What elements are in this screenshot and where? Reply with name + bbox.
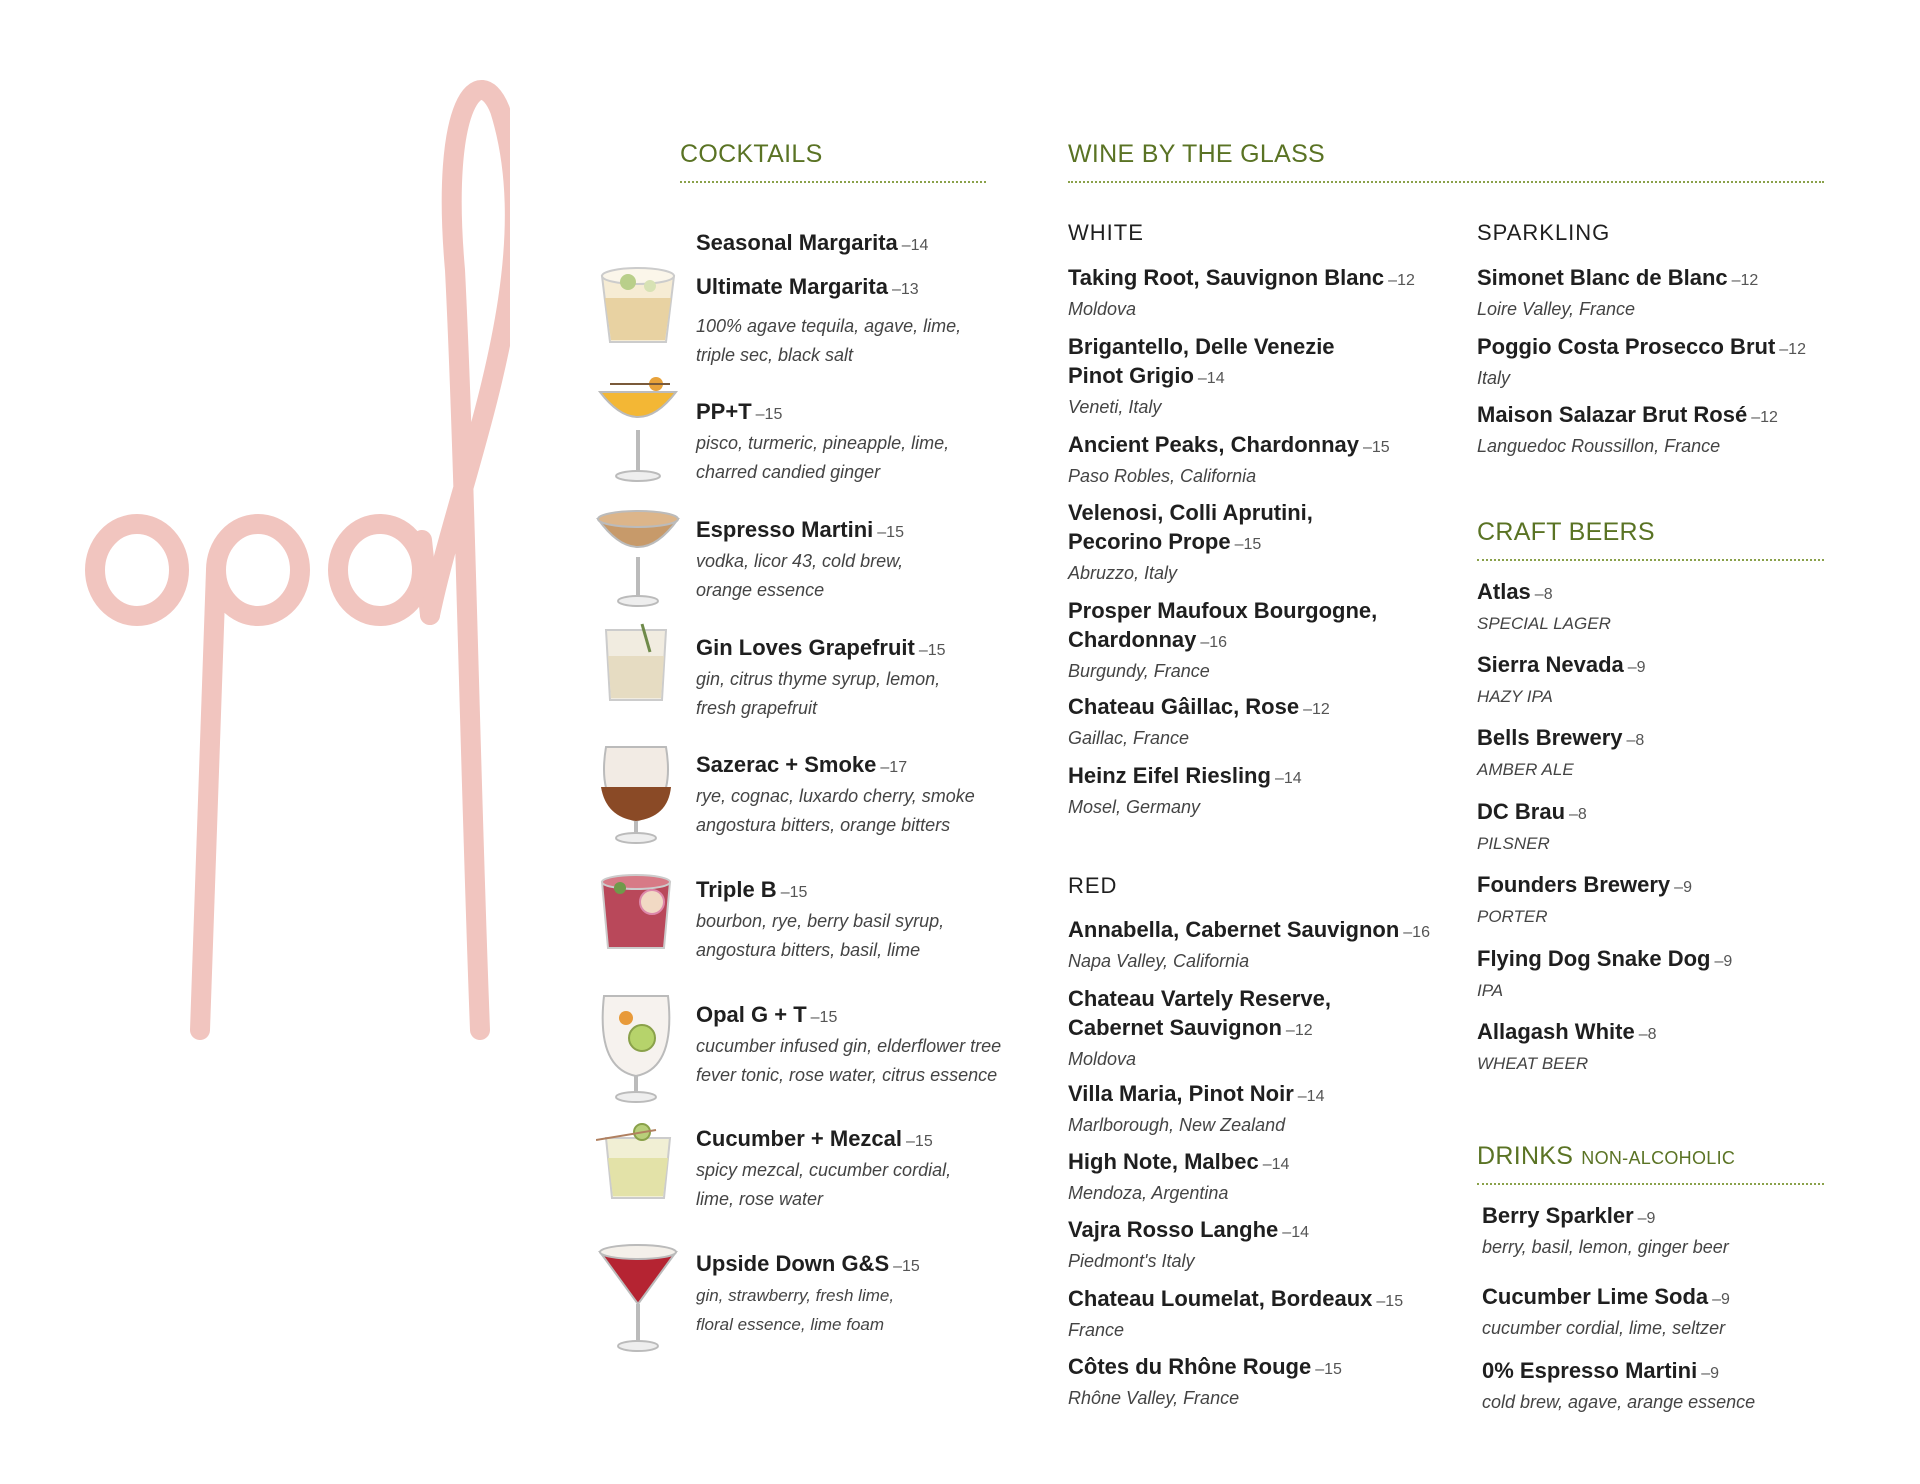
- cocktail-item: [696, 633, 946, 723]
- item-name: Ultimate Margarita: [696, 274, 888, 299]
- item-price: –14: [1262, 1156, 1290, 1173]
- item-desc: fresh grapefruit: [696, 698, 818, 718]
- item-price: –15: [1315, 1361, 1342, 1378]
- drinks-title-text: DRINKS: [1477, 1142, 1574, 1170]
- cocktails-title: COCKTAILS: [680, 140, 986, 183]
- drink-item: [1482, 1282, 1730, 1343]
- drink-item: [1482, 1201, 1729, 1262]
- item-desc: angostura bitters, orange bitters: [696, 815, 951, 835]
- item-origin: Languedoc Roussillon, France: [1477, 436, 1721, 456]
- martini-glass-icon: [596, 1232, 680, 1356]
- item-desc: cucumber infused gin, elderflower tree: [696, 1036, 1002, 1056]
- item-name: Atlas: [1477, 579, 1531, 604]
- wine-item: [1068, 332, 1335, 422]
- item-desc: gin, citrus thyme syrup, lemon,: [696, 669, 941, 689]
- item-name: High Note, Malbec: [1068, 1149, 1259, 1174]
- item-origin: Italy: [1477, 368, 1511, 388]
- item-price: –16: [1403, 924, 1430, 941]
- item-name-2: Pecorino Prope: [1068, 529, 1231, 554]
- item-name: PP+T: [696, 399, 752, 424]
- item-name: Cucumber Lime Soda: [1482, 1284, 1709, 1309]
- item-name: Poggio Costa Prosecco Brut: [1477, 334, 1776, 359]
- item-name: Chateau Gâillac, Rose: [1068, 694, 1300, 719]
- item-desc: cucumber cordial, lime, seltzer: [1482, 1318, 1726, 1338]
- beer-item: [1477, 870, 1692, 931]
- item-name: Sierra Nevada: [1477, 652, 1624, 677]
- wine-item: [1477, 332, 1806, 393]
- item-origin: Mosel, Germany: [1068, 797, 1201, 817]
- item-price: –15: [1234, 536, 1262, 553]
- item-desc: bourbon, rye, berry basil syrup,: [696, 911, 945, 931]
- item-desc: lime, rose water: [696, 1189, 824, 1209]
- item-desc: angostura bitters, basil, lime: [696, 940, 921, 960]
- balloon-glass-icon: [596, 988, 680, 1104]
- sparkling-title: SPARKLING: [1477, 220, 1611, 245]
- item-origin: Moldova: [1068, 299, 1137, 319]
- item-name: Heinz Eifel Riesling: [1068, 763, 1271, 788]
- item-origin: Piedmont's Italy: [1068, 1251, 1195, 1271]
- item-desc: floral essence, lime foam: [696, 1315, 885, 1334]
- item-price: –16: [1200, 634, 1228, 651]
- drink-item: [1482, 1356, 1755, 1417]
- wine-item: [1068, 1215, 1309, 1276]
- item-price: –15: [906, 1133, 933, 1150]
- item-price: –12: [1285, 1022, 1313, 1039]
- item-desc: charred candied ginger: [696, 462, 881, 482]
- cocktail-item: [696, 875, 944, 965]
- item-name-2: Cabernet Sauvignon: [1068, 1015, 1282, 1040]
- snifter-glass-icon: [596, 737, 680, 847]
- wine-item: [1068, 984, 1331, 1074]
- item-price: –14: [1274, 770, 1302, 787]
- item-price: –12: [1751, 409, 1778, 426]
- item-price: –9: [1701, 1365, 1719, 1382]
- cocktail-item: [696, 515, 904, 605]
- item-price: –8: [1638, 1026, 1657, 1043]
- item-desc: rye, cognac, luxardo cherry, smoke: [696, 786, 975, 806]
- item-name: Allagash White: [1477, 1019, 1635, 1044]
- wine-item: [1068, 1079, 1324, 1140]
- item-name: Espresso Martini: [696, 517, 874, 542]
- item-price: –15: [918, 642, 946, 659]
- item-style: PILSNER: [1477, 834, 1550, 853]
- item-origin: Gaillac, France: [1068, 728, 1190, 748]
- item-price: –15: [810, 1009, 838, 1026]
- cocktail-item: [696, 397, 949, 487]
- item-style: PORTER: [1477, 907, 1548, 926]
- item-name: Bells Brewery: [1477, 725, 1623, 750]
- item-price: –15: [1376, 1293, 1404, 1310]
- item-origin: Rhône Valley, France: [1068, 1388, 1240, 1408]
- item-name: Brigantello, Delle Venezie: [1068, 334, 1335, 359]
- item-price: –9: [1637, 1210, 1656, 1227]
- item-price: –14: [901, 237, 929, 254]
- item-name: Ancient Peaks, Chardonnay: [1068, 432, 1359, 457]
- item-origin: Veneti, Italy: [1068, 397, 1162, 417]
- beers-title: CRAFT BEERS: [1477, 518, 1824, 561]
- item-name: Annabella, Cabernet Sauvignon: [1068, 917, 1400, 942]
- wine-item: [1068, 915, 1430, 976]
- item-price: –15: [755, 406, 783, 423]
- espresso-coupe-icon: [596, 505, 680, 607]
- item-origin: Abruzzo, Italy: [1068, 563, 1178, 583]
- item-price: –9: [1674, 879, 1692, 896]
- item-name: Simonet Blanc de Blanc: [1477, 265, 1728, 290]
- item-price: –9: [1712, 1291, 1730, 1308]
- item-price: –15: [780, 884, 808, 901]
- item-name: Founders Brewery: [1477, 872, 1671, 897]
- cocktail-item: [696, 272, 961, 370]
- item-name: Taking Root, Sauvignon Blanc: [1068, 265, 1385, 290]
- item-name: Triple B: [696, 877, 777, 902]
- item-price: –12: [1303, 701, 1330, 718]
- red-title: RED: [1068, 873, 1118, 898]
- beer-item: [1477, 944, 1732, 1005]
- item-name: Opal G + T: [696, 1002, 807, 1027]
- beer-item: [1477, 1017, 1656, 1078]
- item-name: 0% Espresso Martini: [1482, 1358, 1698, 1383]
- wine-item: [1068, 263, 1415, 324]
- item-style: WHEAT BEER: [1477, 1054, 1589, 1073]
- item-price: –14: [1282, 1224, 1309, 1241]
- wine-item: [1477, 263, 1758, 324]
- rocks-glass-icon: [596, 258, 680, 348]
- item-name: Seasonal Margarita: [696, 230, 898, 255]
- item-price: –8: [1569, 806, 1587, 823]
- item-origin: Mendoza, Argentina: [1068, 1183, 1229, 1203]
- wine-title: WINE BY THE GLASS: [1068, 140, 1824, 183]
- white-title: WHITE: [1068, 220, 1144, 245]
- item-name: Upside Down G&S: [696, 1251, 890, 1276]
- item-style: HAZY IPA: [1477, 687, 1553, 706]
- opal-logo: [80, 70, 510, 1050]
- wine-item: [1068, 498, 1313, 588]
- drinks-title: [1477, 1142, 1824, 1185]
- cocktail-item: [696, 1124, 951, 1214]
- highball-glass-icon: [596, 622, 680, 706]
- cocktail-item: [696, 1000, 1001, 1090]
- item-price: –12: [1388, 272, 1415, 289]
- item-desc: vodka, licor 43, cold brew,: [696, 551, 904, 571]
- item-price: –9: [1627, 659, 1646, 676]
- item-name: Velenosi, Colli Aprutini,: [1068, 500, 1313, 525]
- cocktail-item: [696, 750, 975, 840]
- beer-item: [1477, 650, 1646, 711]
- item-origin: France: [1068, 1320, 1125, 1340]
- item-name: Sazerac + Smoke: [696, 752, 877, 777]
- wine-item: [1068, 1284, 1403, 1345]
- item-name: Maison Salazar Brut Rosé: [1477, 402, 1748, 427]
- item-name-2: Pinot Grigio: [1068, 363, 1194, 388]
- item-price: –15: [893, 1258, 920, 1275]
- item-price: –14: [1197, 370, 1225, 387]
- beer-item: [1477, 797, 1587, 858]
- item-name: Chateau Loumelat, Bordeaux: [1068, 1286, 1373, 1311]
- item-desc: gin, strawberry, fresh lime,: [696, 1286, 895, 1305]
- item-price: –13: [891, 281, 919, 298]
- cocktails-section: [680, 140, 986, 183]
- wine-item: [1068, 1147, 1289, 1208]
- item-desc: pisco, turmeric, pineapple, lime,: [696, 433, 950, 453]
- item-desc: triple sec, black salt: [696, 345, 854, 365]
- item-name: Chateau Vartely Reserve,: [1068, 986, 1331, 1011]
- item-name: Vajra Rosso Langhe: [1068, 1217, 1279, 1242]
- item-name: Berry Sparkler: [1482, 1203, 1634, 1228]
- item-name: DC Brau: [1477, 799, 1566, 824]
- item-price: –9: [1714, 953, 1733, 970]
- item-origin: Burgundy, France: [1068, 661, 1210, 681]
- item-price: –15: [1362, 439, 1390, 456]
- item-origin: Napa Valley, California: [1068, 951, 1250, 971]
- item-desc: cold brew, agave, arange essence: [1482, 1392, 1756, 1412]
- item-style: AMBER ALE: [1477, 760, 1574, 779]
- item-origin: Moldova: [1068, 1049, 1137, 1069]
- item-style: IPA: [1477, 981, 1504, 1000]
- item-style: SPECIAL LAGER: [1477, 614, 1611, 633]
- beer-item: [1477, 577, 1611, 638]
- item-price: –17: [880, 759, 908, 776]
- item-price: –12: [1779, 341, 1806, 358]
- cocktail-item: [696, 228, 928, 260]
- wine-item: [1068, 1352, 1342, 1413]
- item-name: Flying Dog Snake Dog: [1477, 946, 1711, 971]
- item-desc: 100% agave tequila, agave, lime,: [696, 316, 962, 336]
- item-price: –14: [1297, 1088, 1325, 1105]
- item-name: Côtes du Rhône Rouge: [1068, 1354, 1312, 1379]
- item-price: –15: [877, 524, 904, 541]
- item-desc: spicy mezcal, cucumber cordial,: [696, 1160, 952, 1180]
- drinks-section: [1477, 1142, 1824, 1185]
- wine-item: [1068, 430, 1390, 491]
- wine-item: [1477, 400, 1778, 461]
- beer-item: [1477, 723, 1644, 784]
- berry-rocks-glass-icon: [596, 872, 680, 954]
- item-name-2: Chardonnay: [1068, 627, 1197, 652]
- item-origin: Loire Valley, France: [1477, 299, 1636, 319]
- drinks-subtitle: NON-ALCOHOLIC: [1581, 1148, 1736, 1168]
- beers-section: [1477, 518, 1824, 561]
- item-name: Cucumber + Mezcal: [696, 1126, 903, 1151]
- coupe-glass-icon: [596, 372, 680, 484]
- wine-item: [1068, 761, 1302, 822]
- item-price: –8: [1534, 586, 1553, 603]
- cocktail-item: [696, 1249, 920, 1339]
- wine-item: [1068, 692, 1330, 753]
- wine-item: [1068, 596, 1377, 686]
- item-desc: orange essence: [696, 580, 825, 600]
- item-origin: Marlborough, New Zealand: [1068, 1115, 1286, 1135]
- item-origin: Paso Robles, California: [1068, 466, 1257, 486]
- mezcal-rocks-glass-icon: [596, 1122, 680, 1202]
- wine-section: [1068, 140, 1824, 183]
- item-price: –12: [1731, 272, 1759, 289]
- item-name: Gin Loves Grapefruit: [696, 635, 915, 660]
- item-desc: berry, basil, lemon, ginger beer: [1482, 1237, 1729, 1257]
- item-name: Villa Maria, Pinot Noir: [1068, 1081, 1294, 1106]
- item-price: –8: [1626, 732, 1645, 749]
- item-name: Prosper Maufoux Bourgogne,: [1068, 598, 1378, 623]
- item-desc: fever tonic, rose water, citrus essence: [696, 1065, 998, 1085]
